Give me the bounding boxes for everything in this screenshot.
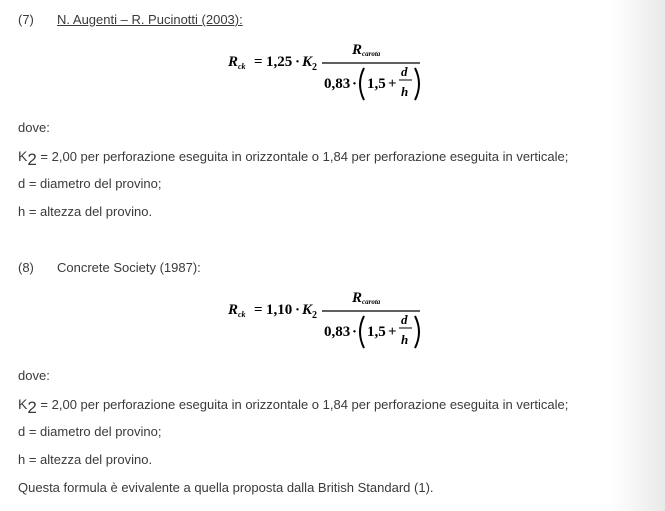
numerator-subscript: carota bbox=[362, 298, 381, 306]
ratio-denominator: h bbox=[401, 84, 409, 99]
section-7-heading bbox=[18, 12, 243, 28]
k-subscript: 2 bbox=[27, 150, 37, 169]
equation-number: (7) bbox=[18, 12, 34, 27]
k-subscript: 2 bbox=[312, 62, 317, 73]
coefficient: 1,25 bbox=[266, 54, 293, 70]
ratio-numerator: d bbox=[401, 64, 408, 79]
formula-7 bbox=[228, 40, 428, 104]
left-paren bbox=[360, 316, 364, 348]
multiply-dot: · bbox=[352, 76, 358, 92]
k-symbol: K bbox=[18, 396, 28, 412]
h-definition: h = altezza del provino. bbox=[18, 204, 153, 219]
right-paren bbox=[415, 68, 419, 100]
section-8-heading bbox=[18, 260, 201, 276]
d-definition: d = diametro del provino; bbox=[18, 424, 162, 439]
where-label: dove: bbox=[18, 120, 50, 135]
k2-definition bbox=[18, 396, 569, 417]
ratio-denominator: h bbox=[401, 332, 409, 347]
reference-link[interactable]: N. Augenti – R. Pucinotti (2003): bbox=[57, 12, 243, 27]
lhs-subscript: ck bbox=[238, 310, 246, 319]
inner-base: 1,5 bbox=[367, 76, 386, 92]
numerator-subscript: carota bbox=[362, 50, 381, 58]
k-symbol: K bbox=[302, 54, 313, 70]
coefficient: 1,10 bbox=[266, 302, 293, 318]
k2-definition bbox=[18, 148, 569, 169]
k-symbol: K bbox=[18, 148, 28, 164]
multiply-dot: · bbox=[352, 324, 358, 340]
k-subscript: 2 bbox=[27, 398, 37, 417]
formula-8 bbox=[228, 288, 428, 352]
k-definition-text: = 2,00 per perforazione eseguita in orizzontale o 1,84 per perforazione eseguita in verticale; bbox=[36, 397, 569, 412]
equals-sign: = bbox=[254, 302, 263, 318]
equivalence-note: Questa formula è evivalente a quella proposta dalla British Standard (1). bbox=[18, 480, 434, 495]
numerator-symbol: R bbox=[352, 290, 363, 306]
denominator-coefficient: 0,83 bbox=[324, 76, 351, 92]
lhs-symbol: R bbox=[228, 54, 239, 70]
numerator-symbol: R bbox=[352, 42, 363, 58]
multiply-dot: · bbox=[295, 302, 301, 318]
where-label: dove: bbox=[18, 368, 50, 383]
lhs-subscript: ck bbox=[238, 62, 246, 71]
right-paren bbox=[415, 316, 419, 348]
plus-sign: + bbox=[388, 324, 397, 340]
left-paren bbox=[360, 68, 364, 100]
equals-sign: = bbox=[254, 54, 263, 70]
equation-number: (8) bbox=[18, 260, 34, 275]
reference-label: Concrete Society (1987): bbox=[57, 260, 201, 275]
lhs-symbol: R bbox=[228, 302, 239, 318]
d-definition: d = diametro del provino; bbox=[18, 176, 162, 191]
k-symbol: K bbox=[302, 302, 313, 318]
k-subscript: 2 bbox=[312, 310, 317, 321]
plus-sign: + bbox=[388, 76, 397, 92]
h-definition: h = altezza del provino. bbox=[18, 452, 153, 467]
denominator-coefficient: 0,83 bbox=[324, 324, 351, 340]
multiply-dot: · bbox=[295, 54, 301, 70]
k-definition-text: = 2,00 per perforazione eseguita in orizzontale o 1,84 per perforazione eseguita in verticale; bbox=[36, 149, 569, 164]
inner-base: 1,5 bbox=[367, 324, 386, 340]
ratio-numerator: d bbox=[401, 312, 408, 327]
